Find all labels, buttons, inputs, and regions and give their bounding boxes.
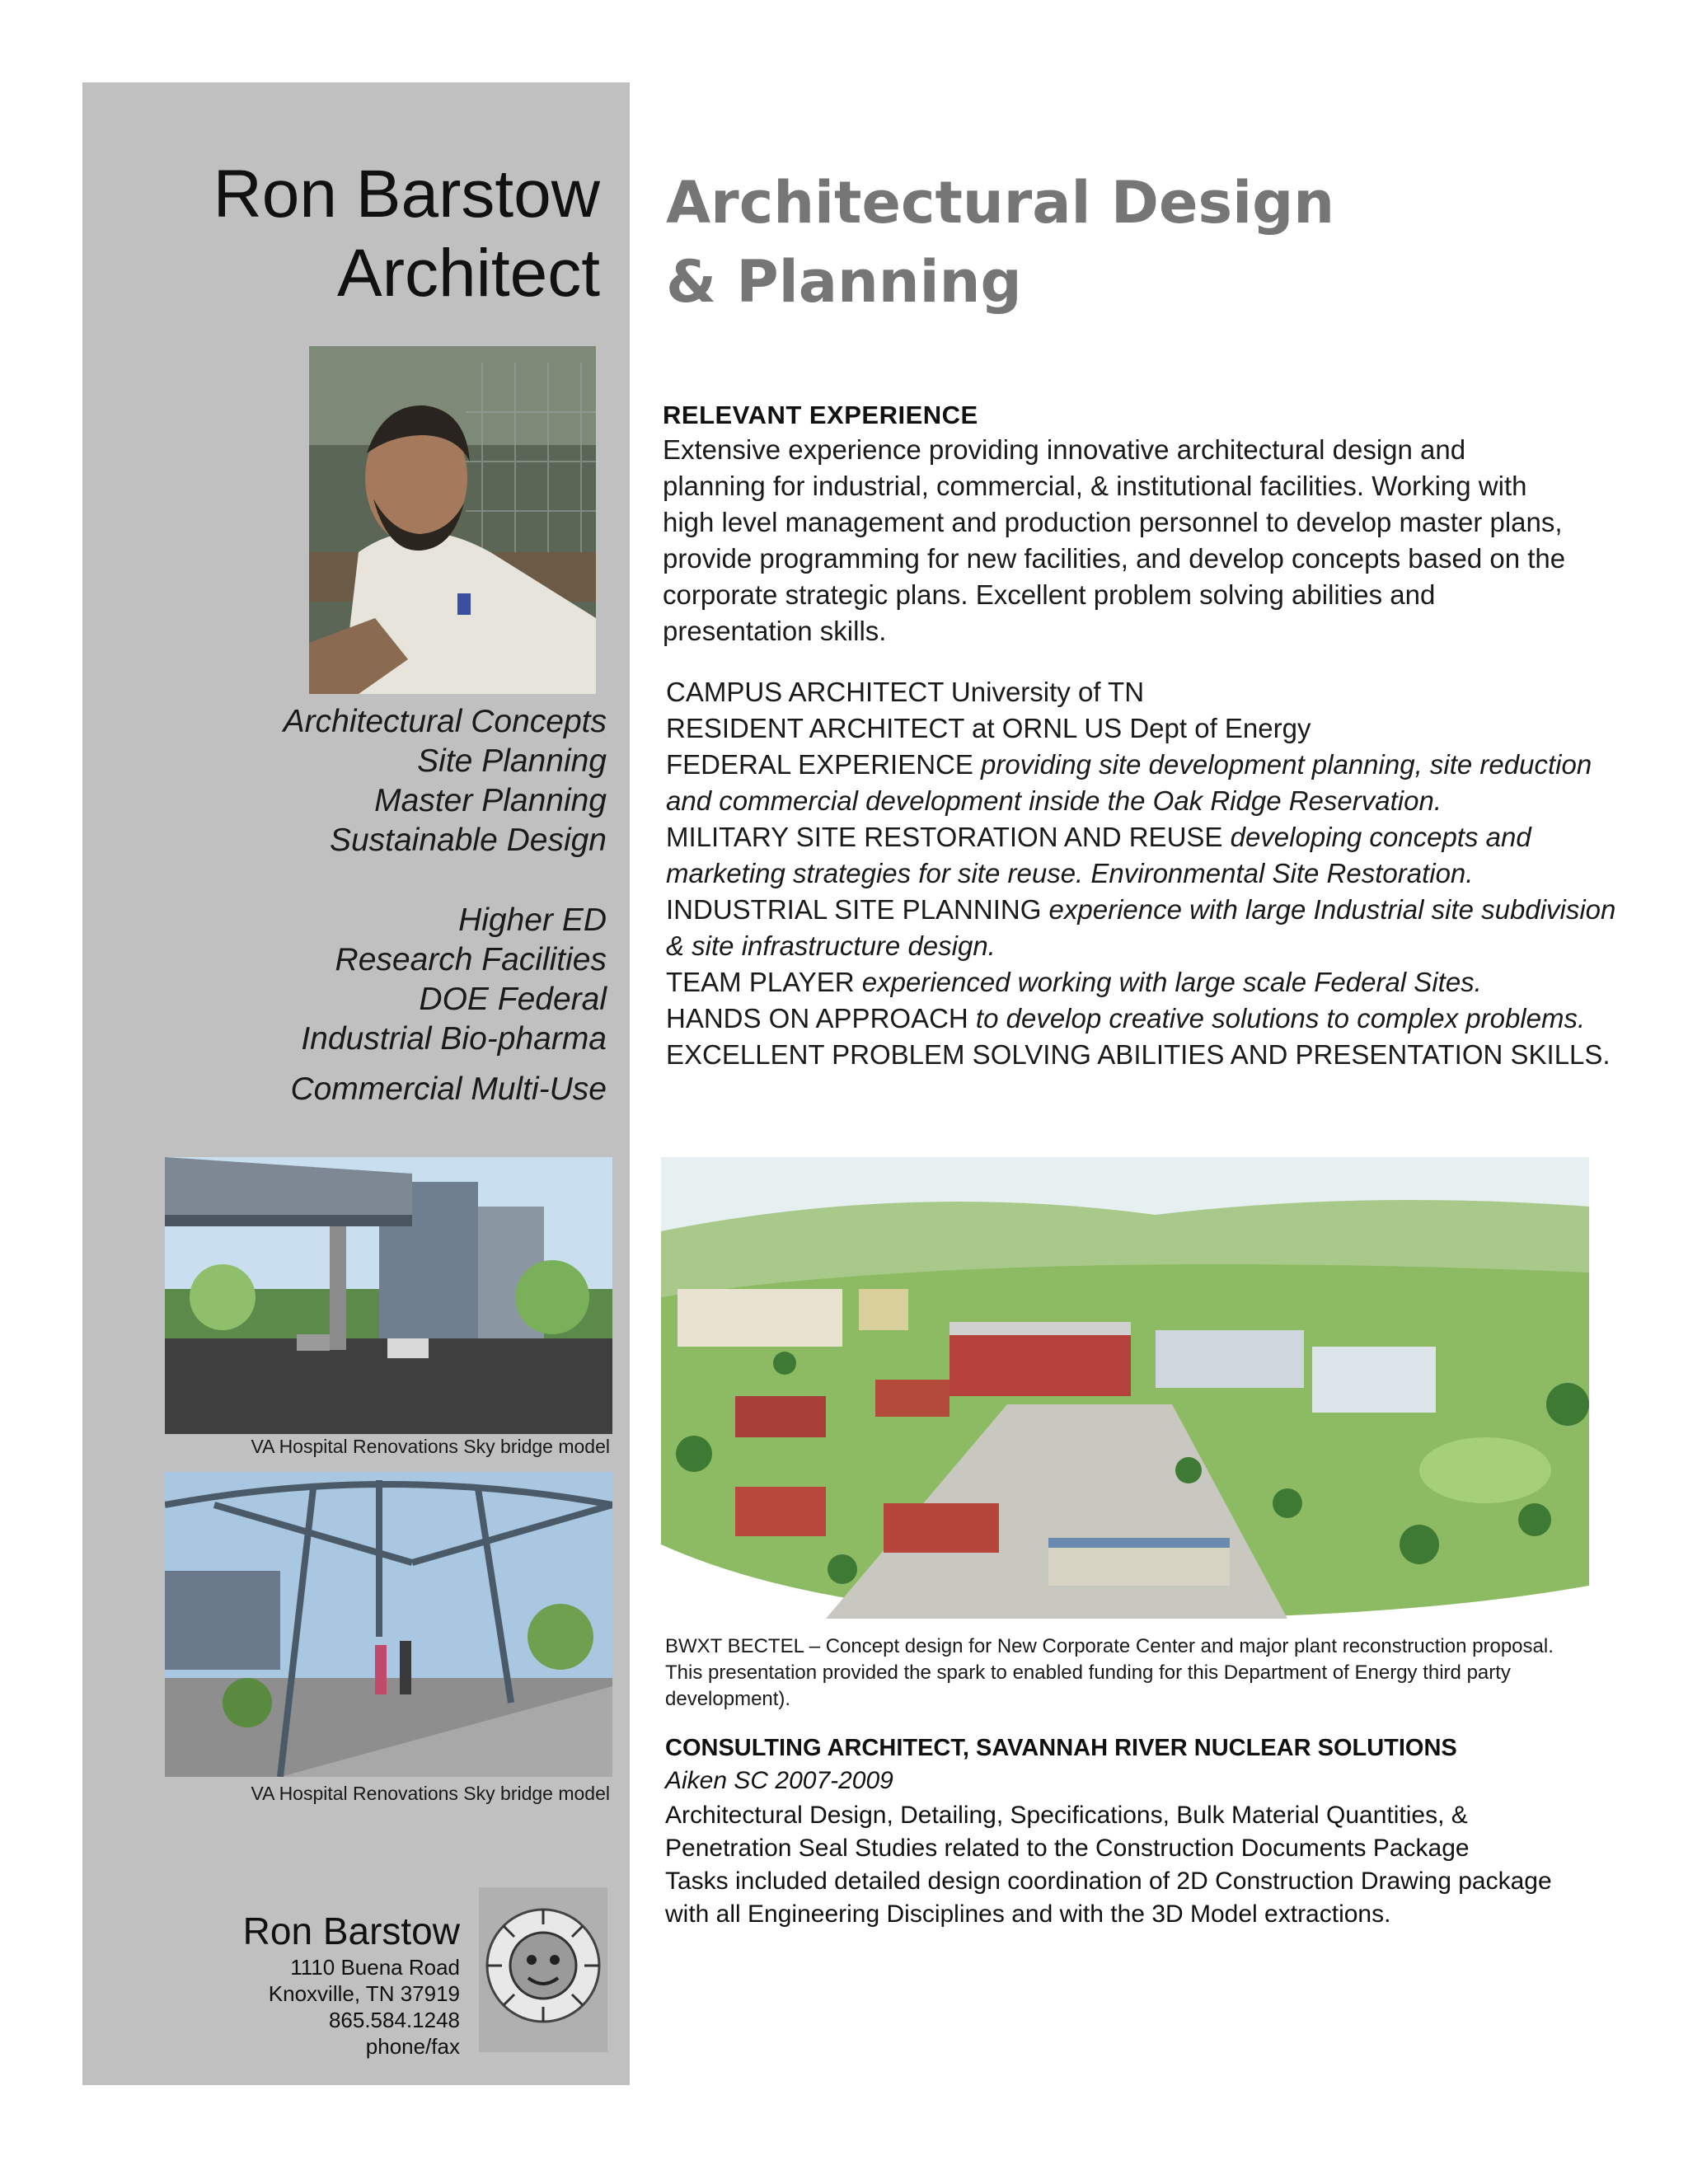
specialty-item: Industrial Bio-pharma bbox=[301, 1021, 607, 1057]
contact-address-line: Knoxville, TN 37919 bbox=[268, 1981, 460, 2006]
consulting-heading: CONSULTING ARCHITECT, SAVANNAH RIVER NUCLEAR SOLUTIONS bbox=[665, 1735, 1457, 1761]
role-lead: CAMPUS ARCHITECT University of TN bbox=[666, 677, 1145, 707]
specialty-item: Sustainable Design bbox=[329, 823, 607, 858]
portrait-photo bbox=[309, 346, 596, 694]
role-detail: developing concepts and marketing strategies for site reuse. Environmental Site Restoration. bbox=[666, 822, 1531, 888]
title-line: Architect bbox=[337, 236, 600, 311]
role-lead: MILITARY SITE RESTORATION AND REUSE bbox=[666, 822, 1231, 852]
contact-address-line: 1110 Buena Road bbox=[290, 1955, 460, 1980]
photo-caption: VA Hospital Renovations Sky bridge model bbox=[251, 1436, 610, 1457]
role-lead: HANDS ON APPROACH bbox=[666, 1003, 976, 1033]
role-item bbox=[666, 1001, 1639, 1037]
role-lead: TEAM PLAYER bbox=[666, 967, 862, 997]
role-detail: to develop creative solutions to complex problems. bbox=[975, 1003, 1586, 1033]
skybridge-photo-2 bbox=[165, 1472, 612, 1777]
consulting-line: Tasks included detailed design coordination of 2D Construction Drawing package bbox=[665, 1868, 1552, 1895]
rendering-caption: BWXT BECTEL – Concept design for New Corporate Center and major plant reconstruction proposal. This presentation provided the spark to enabled funding for this Department of Energy third party development). bbox=[665, 1635, 1554, 1710]
role-lead: RESIDENT ARCHITECT at ORNL US Dept of Energy bbox=[666, 713, 1311, 743]
sun-logo-icon bbox=[479, 1887, 607, 2052]
specialty-item: Commercial Multi-Use bbox=[290, 1071, 607, 1107]
name-title bbox=[89, 155, 600, 313]
specialty-item: Architectural Concepts bbox=[283, 704, 607, 739]
contact-name: Ron Barstow bbox=[242, 1910, 460, 1952]
consulting-body bbox=[665, 1799, 1605, 1931]
role-item bbox=[666, 964, 1639, 1001]
heading-line: Architectural Design bbox=[666, 169, 1335, 237]
specialty-item: Site Planning bbox=[417, 743, 607, 779]
contact-block bbox=[114, 1908, 460, 2060]
role-item bbox=[666, 1037, 1639, 1073]
skybridge-photo-1 bbox=[165, 1157, 612, 1434]
consulting-line: Architectural Design, Detailing, Specifications, Bulk Material Quantities, & bbox=[665, 1802, 1468, 1829]
specialty-item: Higher ED bbox=[458, 902, 607, 938]
roles-list bbox=[666, 674, 1639, 1073]
role-item bbox=[666, 747, 1639, 819]
consulting-line: with all Engineering Disciplines and with the 3D Model extractions. bbox=[665, 1900, 1391, 1928]
photo-caption: VA Hospital Renovations Sky bridge model bbox=[251, 1783, 610, 1804]
relevant-experience-text: Extensive experience providing innovative architectural design and planning for industrial, commercial, & institutional facilities. Working with high level management and production personnel to develop master plans, provide programming for new facilities, and develop concepts based on the corporate strategic plans. Excellent problem solving abilities and presentation skills. bbox=[663, 434, 1566, 646]
section-heading: RELEVANT EXPERIENCE bbox=[663, 401, 978, 429]
role-detail: experience with large Industrial site subdivision & site infrastructure design. bbox=[666, 894, 1616, 961]
page-heading bbox=[666, 163, 1334, 321]
role-item bbox=[666, 710, 1639, 747]
consulting-subheading: Aiken SC 2007-2009 bbox=[665, 1767, 893, 1794]
role-lead: EXCELLENT PROBLEM SOLVING ABILITIES AND PRESENTATION SKILLS. bbox=[666, 1039, 1611, 1070]
role-lead: FEDERAL EXPERIENCE bbox=[666, 749, 982, 780]
role-item bbox=[666, 892, 1639, 964]
specialty-item: Research Facilities bbox=[335, 942, 607, 977]
name-line: Ron Barstow bbox=[213, 157, 600, 232]
specialty-item: Master Planning bbox=[374, 783, 607, 818]
contact-phone: 865.584.1248 bbox=[328, 2008, 460, 2032]
role-detail: experienced working with large scale Federal Sites. bbox=[861, 967, 1482, 997]
specialty-item: DOE Federal bbox=[419, 982, 607, 1017]
role-item bbox=[666, 819, 1639, 892]
contact-phone-label: phone/fax bbox=[365, 2034, 460, 2059]
role-detail: providing site development planning, site reduction and commercial development inside the Oak Ridge Reservation. bbox=[666, 749, 1592, 816]
role-lead: INDUSTRIAL SITE PLANNING bbox=[666, 894, 1049, 925]
campus-rendering-image bbox=[661, 1157, 1589, 1627]
heading-line: & Planning bbox=[666, 248, 1022, 316]
consulting-line: Penetration Seal Studies related to the Construction Documents Package bbox=[665, 1835, 1470, 1862]
role-item bbox=[666, 674, 1639, 710]
